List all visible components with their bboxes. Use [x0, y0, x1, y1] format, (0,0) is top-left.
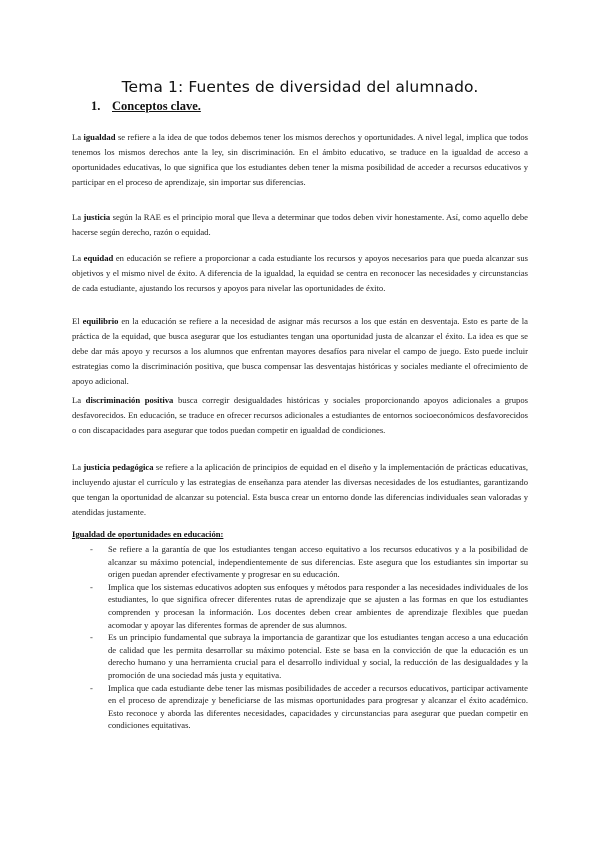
- dash-marker: -: [90, 682, 93, 693]
- list-item: - Se refiere a la garantía de que los estudiantes tengan acceso equitativo a los recursos educativos y a la posibilidad de alcanzar su máximo potencial, independientemente de sus diferencias. Este asegura que los estudiantes sin importar su origen puedan aprender efectivamente y progresar en su educación.: [90, 544, 528, 580]
- term-igualdad: igualdad: [83, 132, 116, 142]
- dash-marker: -: [90, 632, 93, 643]
- bullet-list: [72, 543, 528, 732]
- paragraph-discriminacion-positiva: La discriminación positiva busca corregir desigualdades históricas y sociales proporcionando apoyos adicionales a grupos desfavorecidos. En educación, se traduce en ofrecer recursos adicionales a estudiantes de entornos socioeconómicos desfavorecidos o con discapacidades para asegurar que todos puedan competir en igualdad de condiciones.: [72, 395, 528, 435]
- section-number: 1.: [91, 99, 101, 113]
- term-equilibrio: equilibrio: [82, 316, 119, 326]
- term-justicia: justicia: [83, 212, 111, 222]
- subheading-igualdad-oportunidades: Igualdad de oportunidades en educación:: [72, 529, 224, 539]
- list-item: - Implica que cada estudiante debe tener las mismas posibilidades de acceder a recursos educativos, participar activamente en el proceso de aprendizaje y beneficiarse de las mismas oportunidades para progresar y alcanzar el éxito académico. Esto reconoce y aborda las diferentes necesidades, capacidades y circunstancias para asegurar que puedan competir en condiciones equitativas.: [90, 682, 528, 731]
- paragraph-equilibrio: El equilibrio en la educación se refiere a la necesidad de asignar más recursos a los que están en desventaja. Esto es parte de la práctica de la equidad, que busca asegurar que los estudiantes tengan una oportunidad justa de alcanzar el éxito. La idea es que se debe dar más apoyo y recursos a los alumnos que enfrentan mayores desafíos para nivelar el campo de juego. Esto puede incluir estrategias como la discriminación positiva, que busca compensar las desventajas históricas y sociales mediante el ofrecimiento de apoyo adicional.: [72, 316, 528, 386]
- paragraph-equidad: La equidad en educación se refiere a proporcionar a cada estudiante los recursos y apoyos necesarios para que pueda alcanzar sus objetivos y el mismo nivel de éxito. A diferencia de la igualdad, la equidad se centra en reconocer las necesidades y circunstancias de cada estudiante, ajustando los recursos y apoyos para nivelar las oportunidades de éxito.: [72, 253, 528, 293]
- dash-marker: -: [90, 544, 93, 554]
- paragraph-igualdad: La igualdad se refiere a la idea de que todos debemos tener los mismos derechos y oportunidades. A nivel legal, implica que todos tenemos los mismos derechos ante la ley, sin discriminación. En el ámbito educativo, se traduce en la igualdad de acceso a oportunidades educativas, lo que significa que los estudiantes deben tener la misma posibilidad de acceder a recursos educativos y participar en el proceso de aprendizaje, sin importar sus diferencias.: [72, 132, 528, 187]
- section-heading-text: Conceptos clave.: [112, 99, 201, 113]
- list-item: - Es un principio fundamental que subraya la importancia de garantizar que los estudiantes tengan acceso a una educación de calidad que les permita desarrollar su máximo potencial. Este se basa en la convicción de que la educación es un derecho humano y una herramienta crucial para el desarrollo individual y social, la reducción de las desigualdades y la promoción de una sociedad más justa y equitativa.: [90, 632, 528, 680]
- list-item: - Implica que los sistemas educativos adopten sus enfoques y métodos para responder a las necesidades individuales de los estudiantes, lo que significa ofrecer diferentes rutas de aprendizaje que se ajusten a las formas en que los estudiantes comprenden y procesan la información. Los docentes deben crear ambientes de aprendizaje flexibles que puedan acomodar y apoyar las diferentes formas de aprender de sus alumnos.: [90, 581, 528, 630]
- page-title: Tema 1: Fuentes de diversidad del alumnado.: [121, 78, 479, 96]
- dash-marker: -: [90, 581, 93, 592]
- term-justicia-pedagogica: justicia pedagógica: [83, 462, 154, 472]
- term-discriminacion-positiva: discriminación positiva: [85, 395, 174, 405]
- paragraph-justicia-pedagogica: La justicia pedagógica se refiere a la aplicación de principios de equidad en el diseño y la implementación de prácticas educativas, incluyendo ajustar el currículo y las estrategias de enseñanza para atender las diversas necesidades de los estudiantes, garantizando que tengan la oportunidad de alcanzar su potencial. Esta busca crear un entorno donde las diferencias individuales sean valoradas y atendidas justamente.: [72, 462, 528, 517]
- term-equidad: equidad: [83, 253, 114, 263]
- paragraph-justicia: La justicia según la RAE es el principio moral que lleva a determinar que todos deben vivir honestamente. Así, como aquello debe hacerse según derecho, razón o equidad.: [72, 212, 528, 237]
- section-heading: [91, 99, 201, 114]
